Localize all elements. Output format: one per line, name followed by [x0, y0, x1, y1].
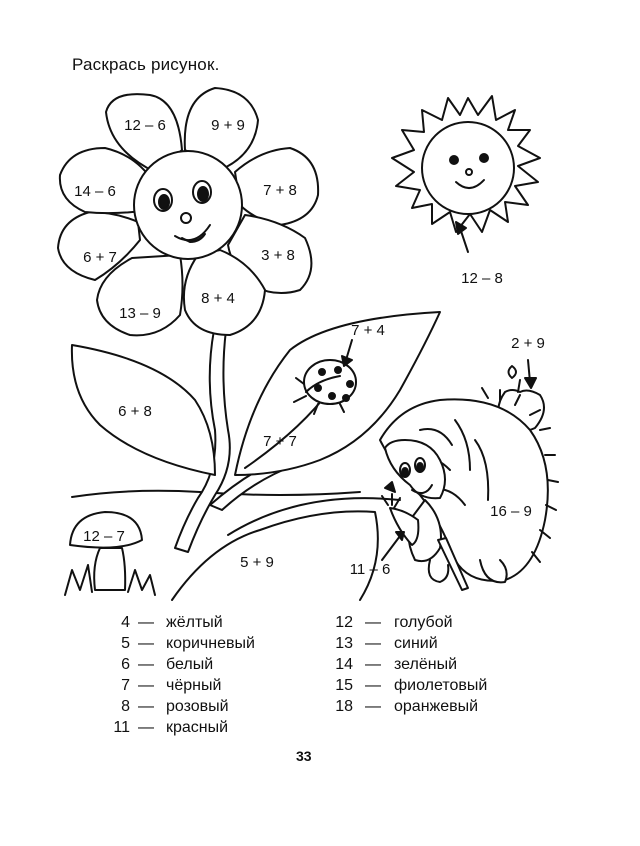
sun-left-eye	[450, 156, 458, 164]
sun-label: 12 – 8	[461, 270, 503, 287]
carrot-label: 11 – 6	[349, 561, 391, 578]
legend-color-name: белый	[166, 656, 214, 673]
left-leaf-label: 6 + 8	[118, 403, 152, 420]
legend-dash: —	[365, 635, 381, 652]
petal-label-right-lower: 3 + 8	[261, 247, 295, 264]
ladybug-label: 7 + 4	[351, 322, 385, 339]
hedgehog-back	[380, 399, 548, 580]
sun	[392, 96, 540, 232]
petal-label-left-lower: 6 + 7	[83, 249, 117, 266]
legend-number: 5	[121, 635, 130, 652]
legend-number: 4	[121, 614, 130, 631]
carrot-arrow	[382, 536, 400, 560]
flower-face	[134, 151, 242, 259]
legend-number: 15	[335, 677, 353, 694]
legend-number: 7	[121, 677, 130, 694]
legend-dash: —	[365, 656, 381, 673]
legend-color-name: чёрный	[166, 677, 222, 694]
legend-number: 14	[335, 656, 353, 673]
petal-label-bottom-right: 8 + 4	[201, 290, 235, 307]
legend-dash: —	[365, 614, 381, 631]
legend-color-name: розовый	[166, 698, 229, 715]
page-number: 33	[296, 748, 312, 764]
legend-number: 13	[335, 635, 353, 652]
hedgehog-leg	[429, 560, 449, 582]
legend-dash: —	[138, 656, 154, 673]
legend-number: 12	[335, 614, 353, 631]
legend-number: 18	[335, 698, 353, 715]
legend-dash: —	[365, 698, 381, 715]
legend-number: 6	[121, 656, 130, 673]
sun-face	[422, 122, 514, 214]
hill-outline	[172, 511, 378, 600]
petal-label-right-upper: 7 + 8	[263, 182, 297, 199]
mushroom	[65, 512, 155, 595]
legend-dash: —	[365, 677, 381, 694]
page-title: Раскрась рисунок.	[72, 55, 220, 74]
apple-label: 2 + 9	[511, 335, 545, 352]
legend-dash: —	[138, 635, 154, 652]
legend-color-name: красный	[166, 719, 229, 736]
hill-ridge	[228, 498, 400, 535]
legend-color-name: оранжевый	[394, 698, 479, 715]
legend-number: 11	[113, 719, 130, 736]
legend-dash: —	[138, 614, 154, 631]
petal-label-top-left: 12 – 6	[124, 117, 166, 134]
legend-color-name: коричневый	[166, 635, 255, 652]
legend-dash: —	[138, 719, 154, 736]
hill-label: 5 + 9	[240, 554, 274, 571]
legend-number: 8	[121, 698, 130, 715]
legend-dash: —	[138, 698, 154, 715]
legend-color-name: жёлтый	[166, 614, 223, 631]
petal-label-bottom-left: 13 – 9	[119, 305, 161, 322]
legend-color-name: фиолетовый	[394, 677, 488, 694]
legend-color-name: синий	[394, 635, 438, 652]
legend-color-name: голубой	[394, 614, 453, 631]
sun-right-eye	[480, 154, 488, 162]
legend-dash: —	[138, 677, 154, 694]
hedgehog-back-label: 16 – 9	[490, 503, 532, 520]
right-leaf-label: 7 + 7	[263, 433, 297, 450]
legend-color-name: зелёный	[394, 656, 458, 673]
mushroom-label: 12 – 7	[83, 528, 125, 545]
petal-label-top-right: 9 + 9	[211, 117, 245, 134]
petal-label-left-upper: 14 – 6	[74, 183, 116, 200]
